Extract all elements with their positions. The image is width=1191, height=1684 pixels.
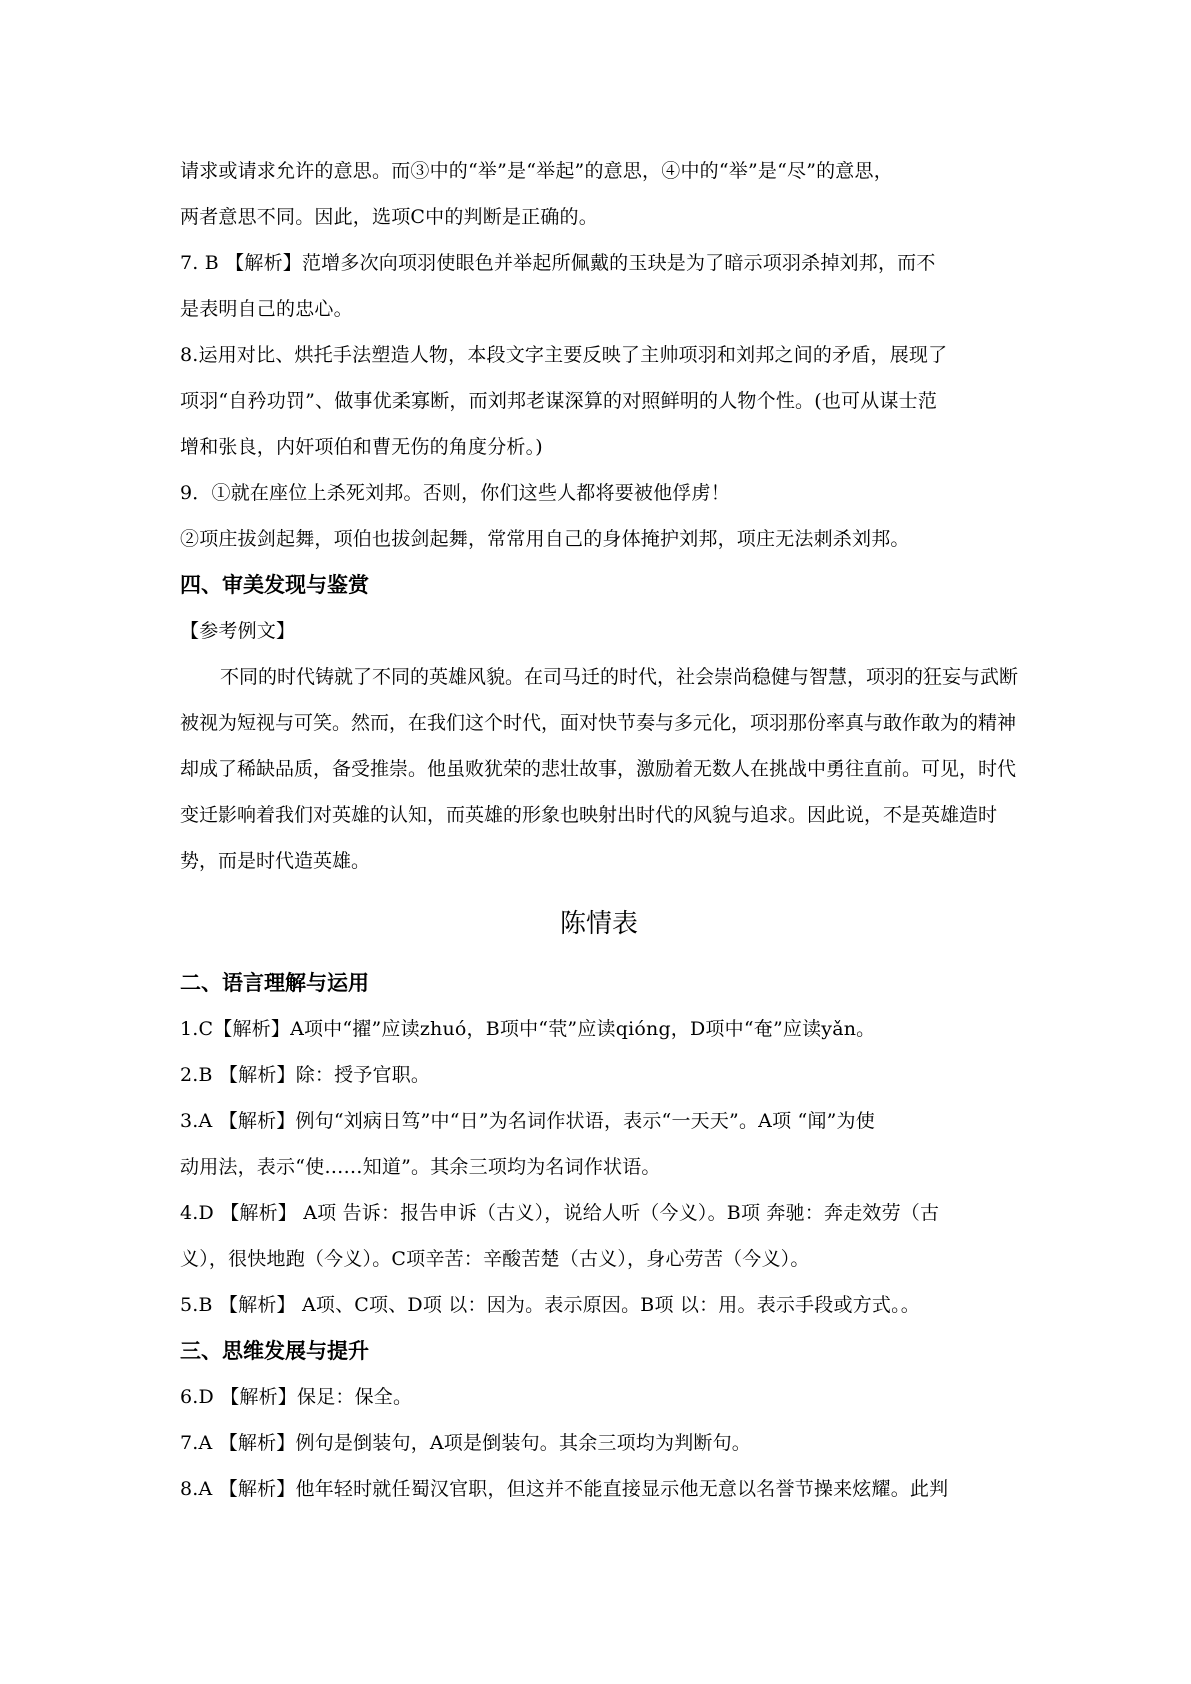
answer-line: 9．①就在座位上杀死刘邦。否则，你们这些人都将要被他俘虏！: [180, 482, 730, 504]
answer-line: 是表明自己的忠心。: [180, 298, 353, 320]
answer-line: 4.D 【解析】 A项 告诉：报告申诉（古义），说给人听（今义）。B项 奔驰：奔走效劳（古: [180, 1202, 940, 1224]
answer-line: 义），很快地跑（今义）。C项辛苦：辛酸苦楚（古义），身心劳苦（今义）。: [180, 1248, 810, 1270]
answer-line: 2.B 【解析】除：授予官职。: [180, 1064, 431, 1086]
answer-line: 请求或请求允许的意思。而③中的“举”是“举起”的意思，④中的“举”是“尽”的意思，: [180, 160, 893, 182]
answer-line: 1.C【解析】A项中“擢”应读zhuó，B项中“茕”应读qióng，D项中“奄”应读yǎn。: [180, 1018, 876, 1040]
reference-essay-label: 【参考例文】: [180, 620, 296, 642]
answer-line: 7. B 【解析】范增多次向项羽使眼色并举起所佩戴的玉玦是为了暗示项羽杀掉刘邦，而不: [180, 252, 936, 274]
article-title: 陈情表: [559, 909, 638, 939]
answer-line: 8.运用对比、烘托手法塑造人物，本段文字主要反映了主帅项羽和刘邦之间的矛盾，展现了: [180, 344, 948, 366]
answer-line: 动用法，表示“使……知道”。其余三项均为名词作状语。: [180, 1156, 661, 1178]
answer-line: 7.A 【解析】例句是倒装句，A项是倒装句。其余三项均为判断句。: [180, 1432, 752, 1454]
answer-line: 6.D 【解析】保足：保全。: [180, 1386, 413, 1408]
reference-essay: 不同的时代铸就了不同的英雄风貌。在司马迁的时代，社会崇尚稳健与智慧，项羽的狂妄与武断被视为短视与可笑。然而，在我们这个时代，面对快节奏与多元化，项羽那份率真与敢作敢为的精神却成了稀缺品质，备受推崇。他虽败犹荣的悲壮故事，激励着无数人在挑战中勇往直前。可见，时代变迁影响着我们对英雄的认知，而英雄的形象也映射出时代的风貌与追求。因此说，不是英雄造时势，而是时代造英雄。: [180, 666, 1019, 872]
answer-line: 3.A 【解析】例句“刘病日笃”中“日”为名词作状语，表示“一天天”。A项 “闻”为使: [180, 1110, 875, 1132]
answer-line: ②项庄拔剑起舞，项伯也拔剑起舞，常常用自己的身体掩护刘邦，项庄无法刺杀刘邦。: [180, 528, 910, 550]
section-heading-aesthetics: 四、审美发现与鉴赏: [180, 573, 369, 597]
section-heading-language: 二、语言理解与运用: [180, 971, 369, 995]
answer-line: 两者意思不同。因此，选项C中的判断是正确的。: [180, 206, 598, 228]
answer-line: 5.B 【解析】 A项、C项、D项 以：因为。表示原因。B项 以：用。表示手段或方式。。: [180, 1294, 921, 1316]
answer-line: 项羽“自矜功罚”、做事优柔寡断，而刘邦老谋深算的对照鲜明的人物个性。(也可从谋士范: [180, 390, 938, 412]
answer-line: 8.A 【解析】他年轻时就任蜀汉官职，但这并不能直接显示他无意以名誉节操来炫耀。此判: [180, 1478, 949, 1500]
answer-line: 增和张良，内奸项伯和曹无伤的角度分析。): [180, 436, 543, 458]
section-heading-thinking: 三、思维发展与提升: [180, 1339, 369, 1363]
document-page: [180, 148, 1018, 1512]
